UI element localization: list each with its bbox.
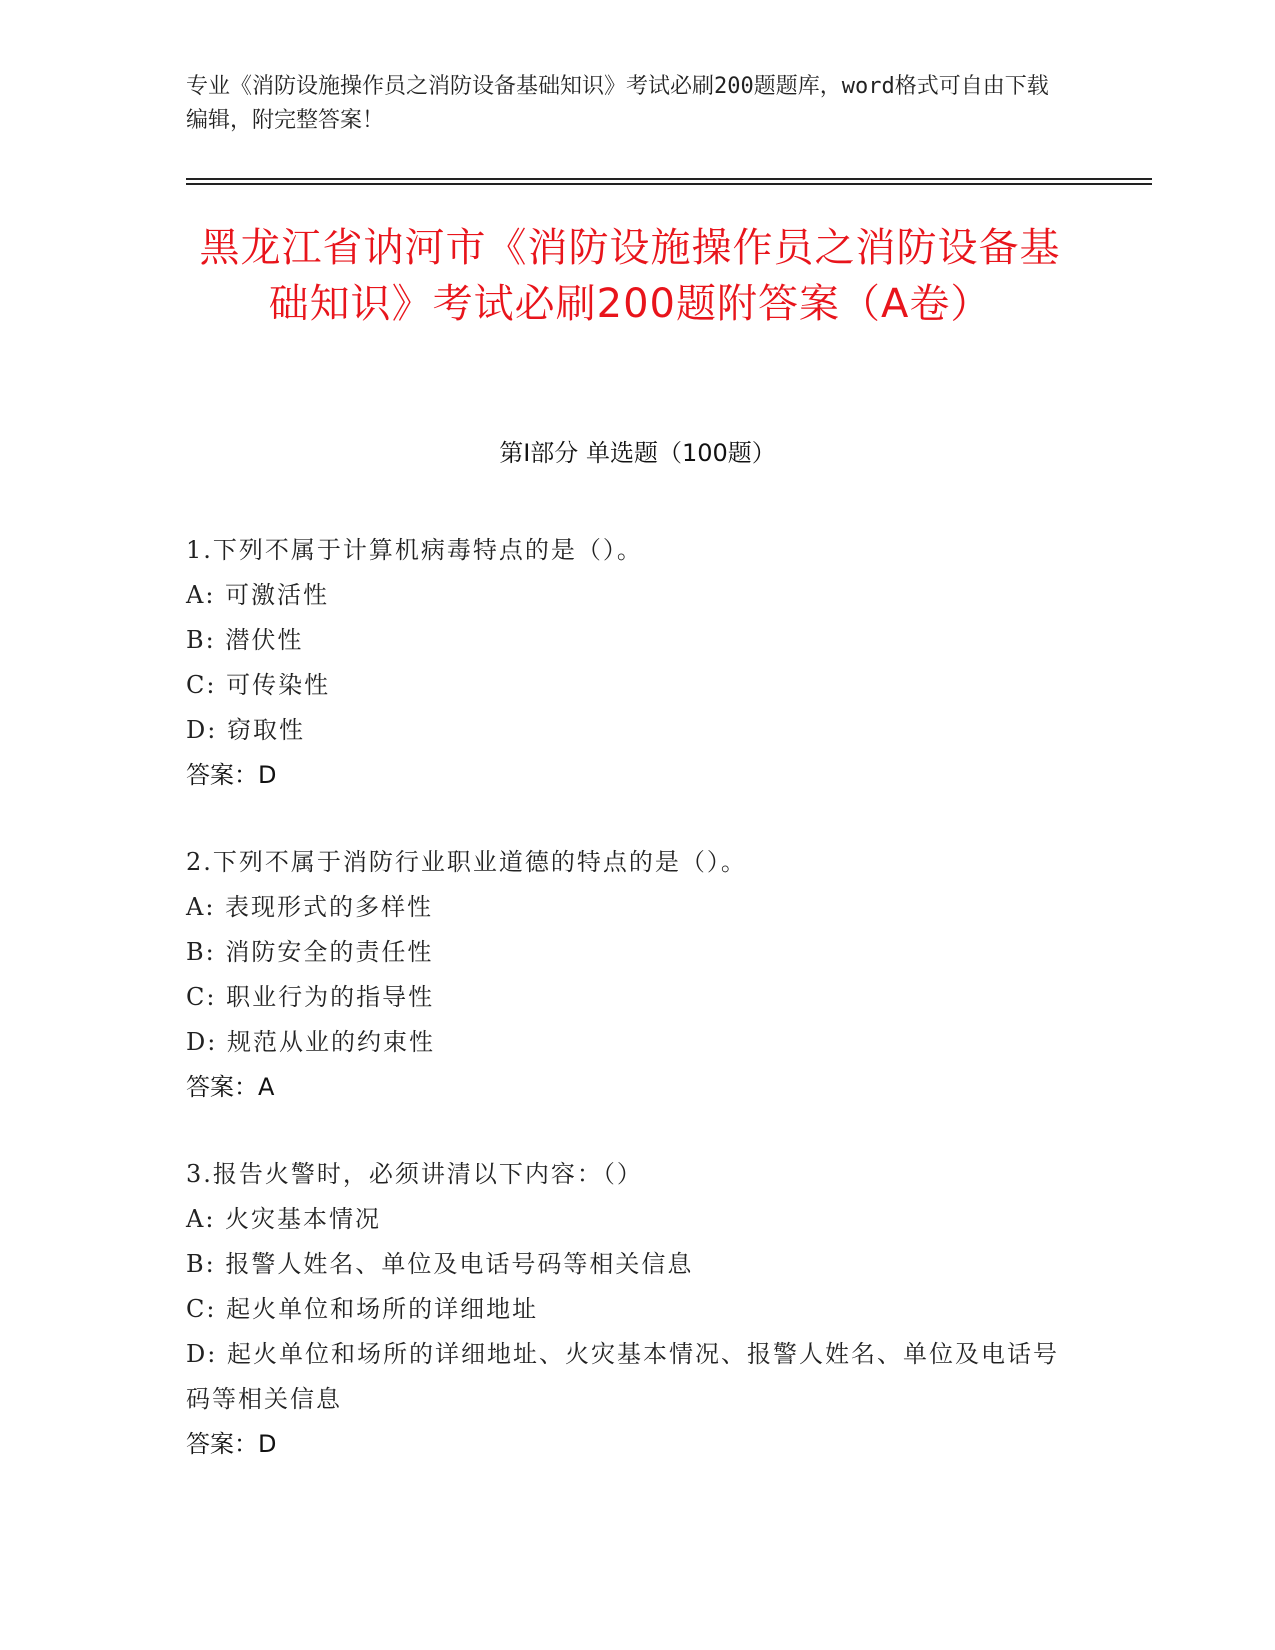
header-note: 专业《消防设施操作员之消防设备基础知识》考试必刷200题题库，word格式可自由下载编辑，附完整答案！ bbox=[186, 74, 1049, 133]
question-1 bbox=[186, 528, 1066, 798]
option-d: D: 窃取性 bbox=[186, 716, 305, 744]
option-b: B: 消防安全的责任性 bbox=[186, 938, 434, 966]
section-title: 第I部分 单选题（100题） bbox=[499, 439, 776, 467]
header-divider-top bbox=[186, 178, 1152, 180]
question-stem: 1.下列不属于计算机病毒特点的是（）。 bbox=[186, 536, 643, 564]
option-a: A: 可激活性 bbox=[186, 581, 330, 609]
option-c: C: 起火单位和场所的详细地址 bbox=[186, 1295, 539, 1323]
question-stem: 3.报告火警时，必须讲清以下内容：（） bbox=[186, 1160, 643, 1188]
answer: 答案：D bbox=[186, 761, 277, 789]
option-c: C: 职业行为的指导性 bbox=[186, 983, 435, 1011]
option-b: B: 报警人姓名、单位及电话号码等相关信息 bbox=[186, 1250, 694, 1278]
option-c: C: 可传染性 bbox=[186, 671, 331, 699]
option-a: A: 火灾基本情况 bbox=[186, 1205, 382, 1233]
document-title: 黑龙江省讷河市《消防设施操作员之消防设备基础知识》考试必刷200题附答案（A卷） bbox=[199, 225, 1061, 327]
answer: 答案：A bbox=[186, 1073, 275, 1101]
question-3 bbox=[186, 1152, 1066, 1467]
header-divider-bottom bbox=[186, 183, 1152, 185]
option-a: A: 表现形式的多样性 bbox=[186, 893, 434, 921]
question-stem: 2.下列不属于消防行业职业道德的特点的是（）。 bbox=[186, 848, 747, 876]
option-b: B: 潜伏性 bbox=[186, 626, 304, 654]
answer: 答案：D bbox=[186, 1430, 277, 1458]
question-list bbox=[186, 528, 1066, 1509]
option-d: D: 起火单位和场所的详细地址、火灾基本情况、报警人姓名、单位及电话号码等相关信息 bbox=[186, 1340, 1059, 1413]
question-2 bbox=[186, 840, 1066, 1110]
option-d: D: 规范从业的约束性 bbox=[186, 1028, 435, 1056]
